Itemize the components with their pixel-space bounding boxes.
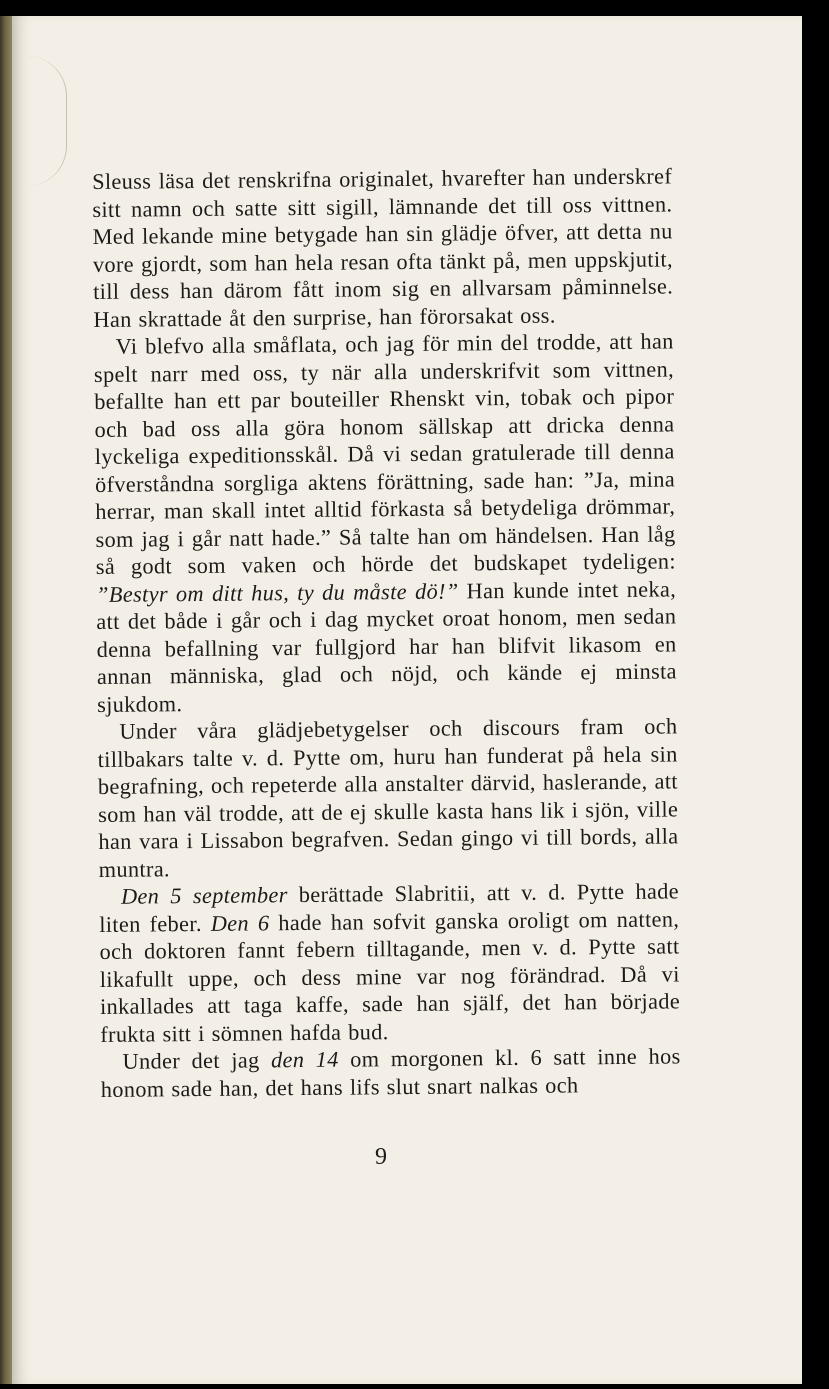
book-page bbox=[12, 16, 802, 1384]
text-run: Vi blefvo alla småflata, och jag för min del trodde, att han spelt narr med oss, ty när alla underskrifvit som vittnen, befallte han ett par bouteiller Rhenskt vin, tobak och pipor och bad oss alla göra honom sällskap att dricka denna lyckeliga expeditionsskål. Då vi sedan gratulerade till denna öfverståndna sorgliga aktens förättning, sade han: ”Ja, mina herrar, man skall intet alltid förkasta så betydeliga drömmar, som jag i går natt hade.” Så talte han om händelsen. Han låg så godt som vaken och hörde det budskapet tydeligen: bbox=[93, 328, 676, 579]
italic-text: Den 5 september bbox=[120, 882, 288, 909]
page-number: 9 bbox=[375, 1144, 387, 1170]
text-run: hade han sofvit ganska oroligt om natten, och doktoren fannt febern tilltagande, men v. d. Pytte satt likafullt uppe, och dess mine var nog förändrad. Då vi inkallades att taga kaffe, sade han själf, det han började frukta sitt i sömnen hafda bud. bbox=[99, 905, 681, 1047]
text-run: berättade Slabritii, att v. d. Pytte hade liten feber. bbox=[99, 878, 680, 937]
page-curl-shadow bbox=[26, 56, 67, 186]
body-text bbox=[92, 162, 681, 1103]
paragraph bbox=[92, 162, 674, 333]
text-run: om morgonen kl. 6 satt inne hos honom sade han, det hans lifs slut snart nalkas och bbox=[100, 1043, 681, 1102]
paragraph bbox=[97, 712, 679, 883]
text-run: Under det jag bbox=[122, 1047, 272, 1074]
italic-text: Den 6 bbox=[210, 909, 270, 936]
paragraph bbox=[94, 327, 678, 718]
book-spine-edge bbox=[0, 16, 12, 1384]
paragraph bbox=[100, 1042, 681, 1103]
italic-text: den 14 bbox=[270, 1046, 339, 1073]
text-run: Han kunde intet neka, att det både i går och i dag mycket oroat honom, men sedan denna befallning var fullgjord har han blifvit likasom en annan människa, glad och nöjd, och kände ej minsta sjukdom. bbox=[96, 575, 677, 717]
text-run: Under våra glädjebetygelser och discours fram och tillbakars talte v. d. Pytte om, huru han funderat på hela sin begrafning, och repeterde alla anstalter därvid, haslerande, att som han väl trodde, att de ej skulle kasta hans lik i sjön, ville han vara i Lissabon begrafven. Sedan gingo vi till bords, alla muntra. bbox=[97, 713, 679, 882]
text-run: Sleuss läsa det renskrifna originalet, hvarefter han underskref sitt namn och satte sitt sigill, lämnande det till oss vittnen. Med lekande mine betygade han sin glädje öfver, att detta nu vore gjordt, som han hela resan ofta tänkt på, men uppskjutit, till dess han därom fått inom sig en allvarsam påminnelse. Han skrattade åt den surprise, han förorsakat oss. bbox=[92, 163, 674, 332]
paragraph bbox=[99, 877, 681, 1048]
italic-text: ”Bestyr om ditt hus, ty du måste dö!” bbox=[95, 578, 459, 607]
